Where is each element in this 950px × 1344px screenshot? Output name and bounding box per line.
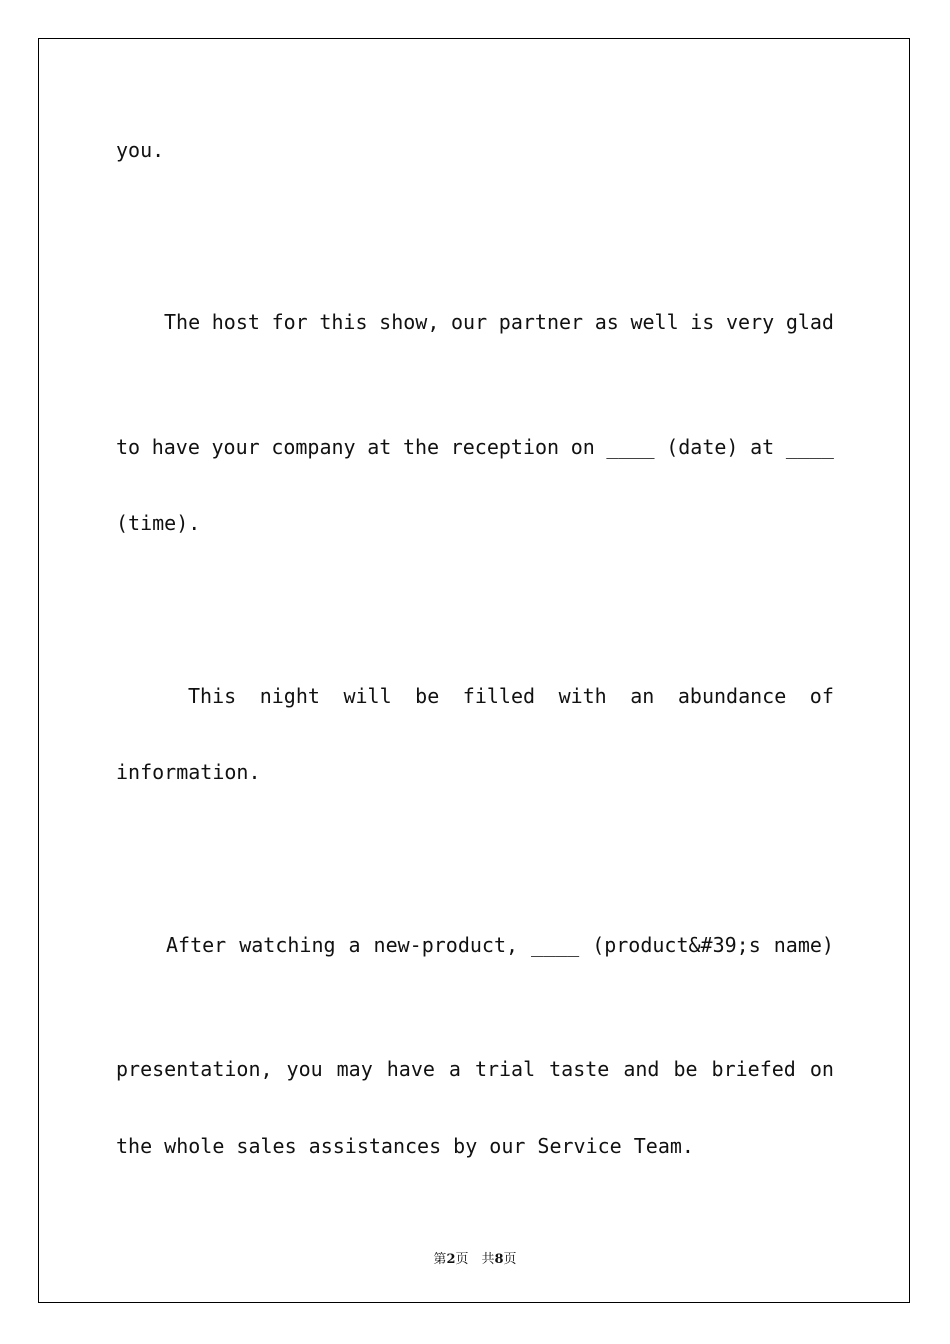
paragraph-1-second-line <box>116 435 834 459</box>
word: show, <box>379 310 440 334</box>
paragraph-3-first-line <box>166 933 834 957</box>
word: at <box>750 435 775 459</box>
word: abundance <box>677 684 787 708</box>
word: name) <box>773 933 834 957</box>
word: the <box>402 435 440 459</box>
footer-page-number: 2 <box>446 1252 456 1267</box>
word: presentation, <box>116 1057 273 1081</box>
word: (product&#39;s <box>592 933 761 957</box>
body-line-2 <box>164 262 834 358</box>
word: on <box>809 1057 834 1081</box>
word: as <box>594 310 619 334</box>
paragraph-1-first-line <box>164 310 834 334</box>
paragraph-2-first-line <box>188 684 834 708</box>
page-footer <box>0 1248 950 1267</box>
word: is <box>690 310 715 334</box>
word: trial <box>474 1057 536 1081</box>
word: partner <box>498 310 584 334</box>
word: our <box>451 310 488 334</box>
footer-total-pages: 8 <box>494 1252 504 1267</box>
body-line-5 <box>188 636 834 732</box>
word: at <box>367 435 392 459</box>
word: taste <box>549 1057 610 1081</box>
word: will <box>343 684 392 708</box>
word: filled <box>462 684 536 708</box>
paragraph-3-second-line <box>116 1057 834 1081</box>
word: (date) <box>666 435 739 459</box>
word: your <box>211 435 260 459</box>
word: host <box>211 310 260 334</box>
word: reception <box>450 435 560 459</box>
word: briefed <box>711 1057 796 1081</box>
word: a <box>348 933 361 957</box>
word: The <box>164 310 201 334</box>
word: This <box>188 684 237 708</box>
word: well <box>630 310 679 334</box>
word: ____ <box>785 435 834 459</box>
body-line-4: (time). <box>116 511 201 535</box>
word: to <box>116 435 141 459</box>
word: an <box>630 684 655 708</box>
word: company <box>271 435 356 459</box>
word: with <box>558 684 607 708</box>
word: on <box>570 435 595 459</box>
body-line-6: information. <box>116 760 261 784</box>
word: ____ <box>606 435 655 459</box>
word: glad <box>785 310 834 334</box>
body-line-7 <box>166 885 834 981</box>
word: may <box>336 1057 373 1081</box>
word: new-product, <box>373 933 519 957</box>
footer-suffix: 页 <box>503 1252 517 1267</box>
body-line-1: you. <box>116 138 165 162</box>
word: ____ <box>531 933 580 957</box>
word: After <box>166 933 227 957</box>
word: very <box>726 310 775 334</box>
word: be <box>415 684 440 708</box>
word: and <box>623 1057 660 1081</box>
word: have <box>151 435 200 459</box>
body-line-3 <box>116 387 834 483</box>
word: this <box>319 310 368 334</box>
word: night <box>259 684 320 708</box>
word: you <box>286 1057 323 1081</box>
word: of <box>809 684 834 708</box>
body-line-9: the whole sales assistances by our Service Team. <box>116 1134 694 1158</box>
footer-mid: 页 共 <box>455 1252 495 1267</box>
word: for <box>271 310 308 334</box>
word: be <box>673 1057 698 1081</box>
word: have <box>386 1057 435 1081</box>
body-line-8 <box>116 1009 834 1105</box>
word: a <box>448 1057 461 1081</box>
word: watching <box>239 933 336 957</box>
footer-prefix: 第 <box>433 1252 447 1267</box>
